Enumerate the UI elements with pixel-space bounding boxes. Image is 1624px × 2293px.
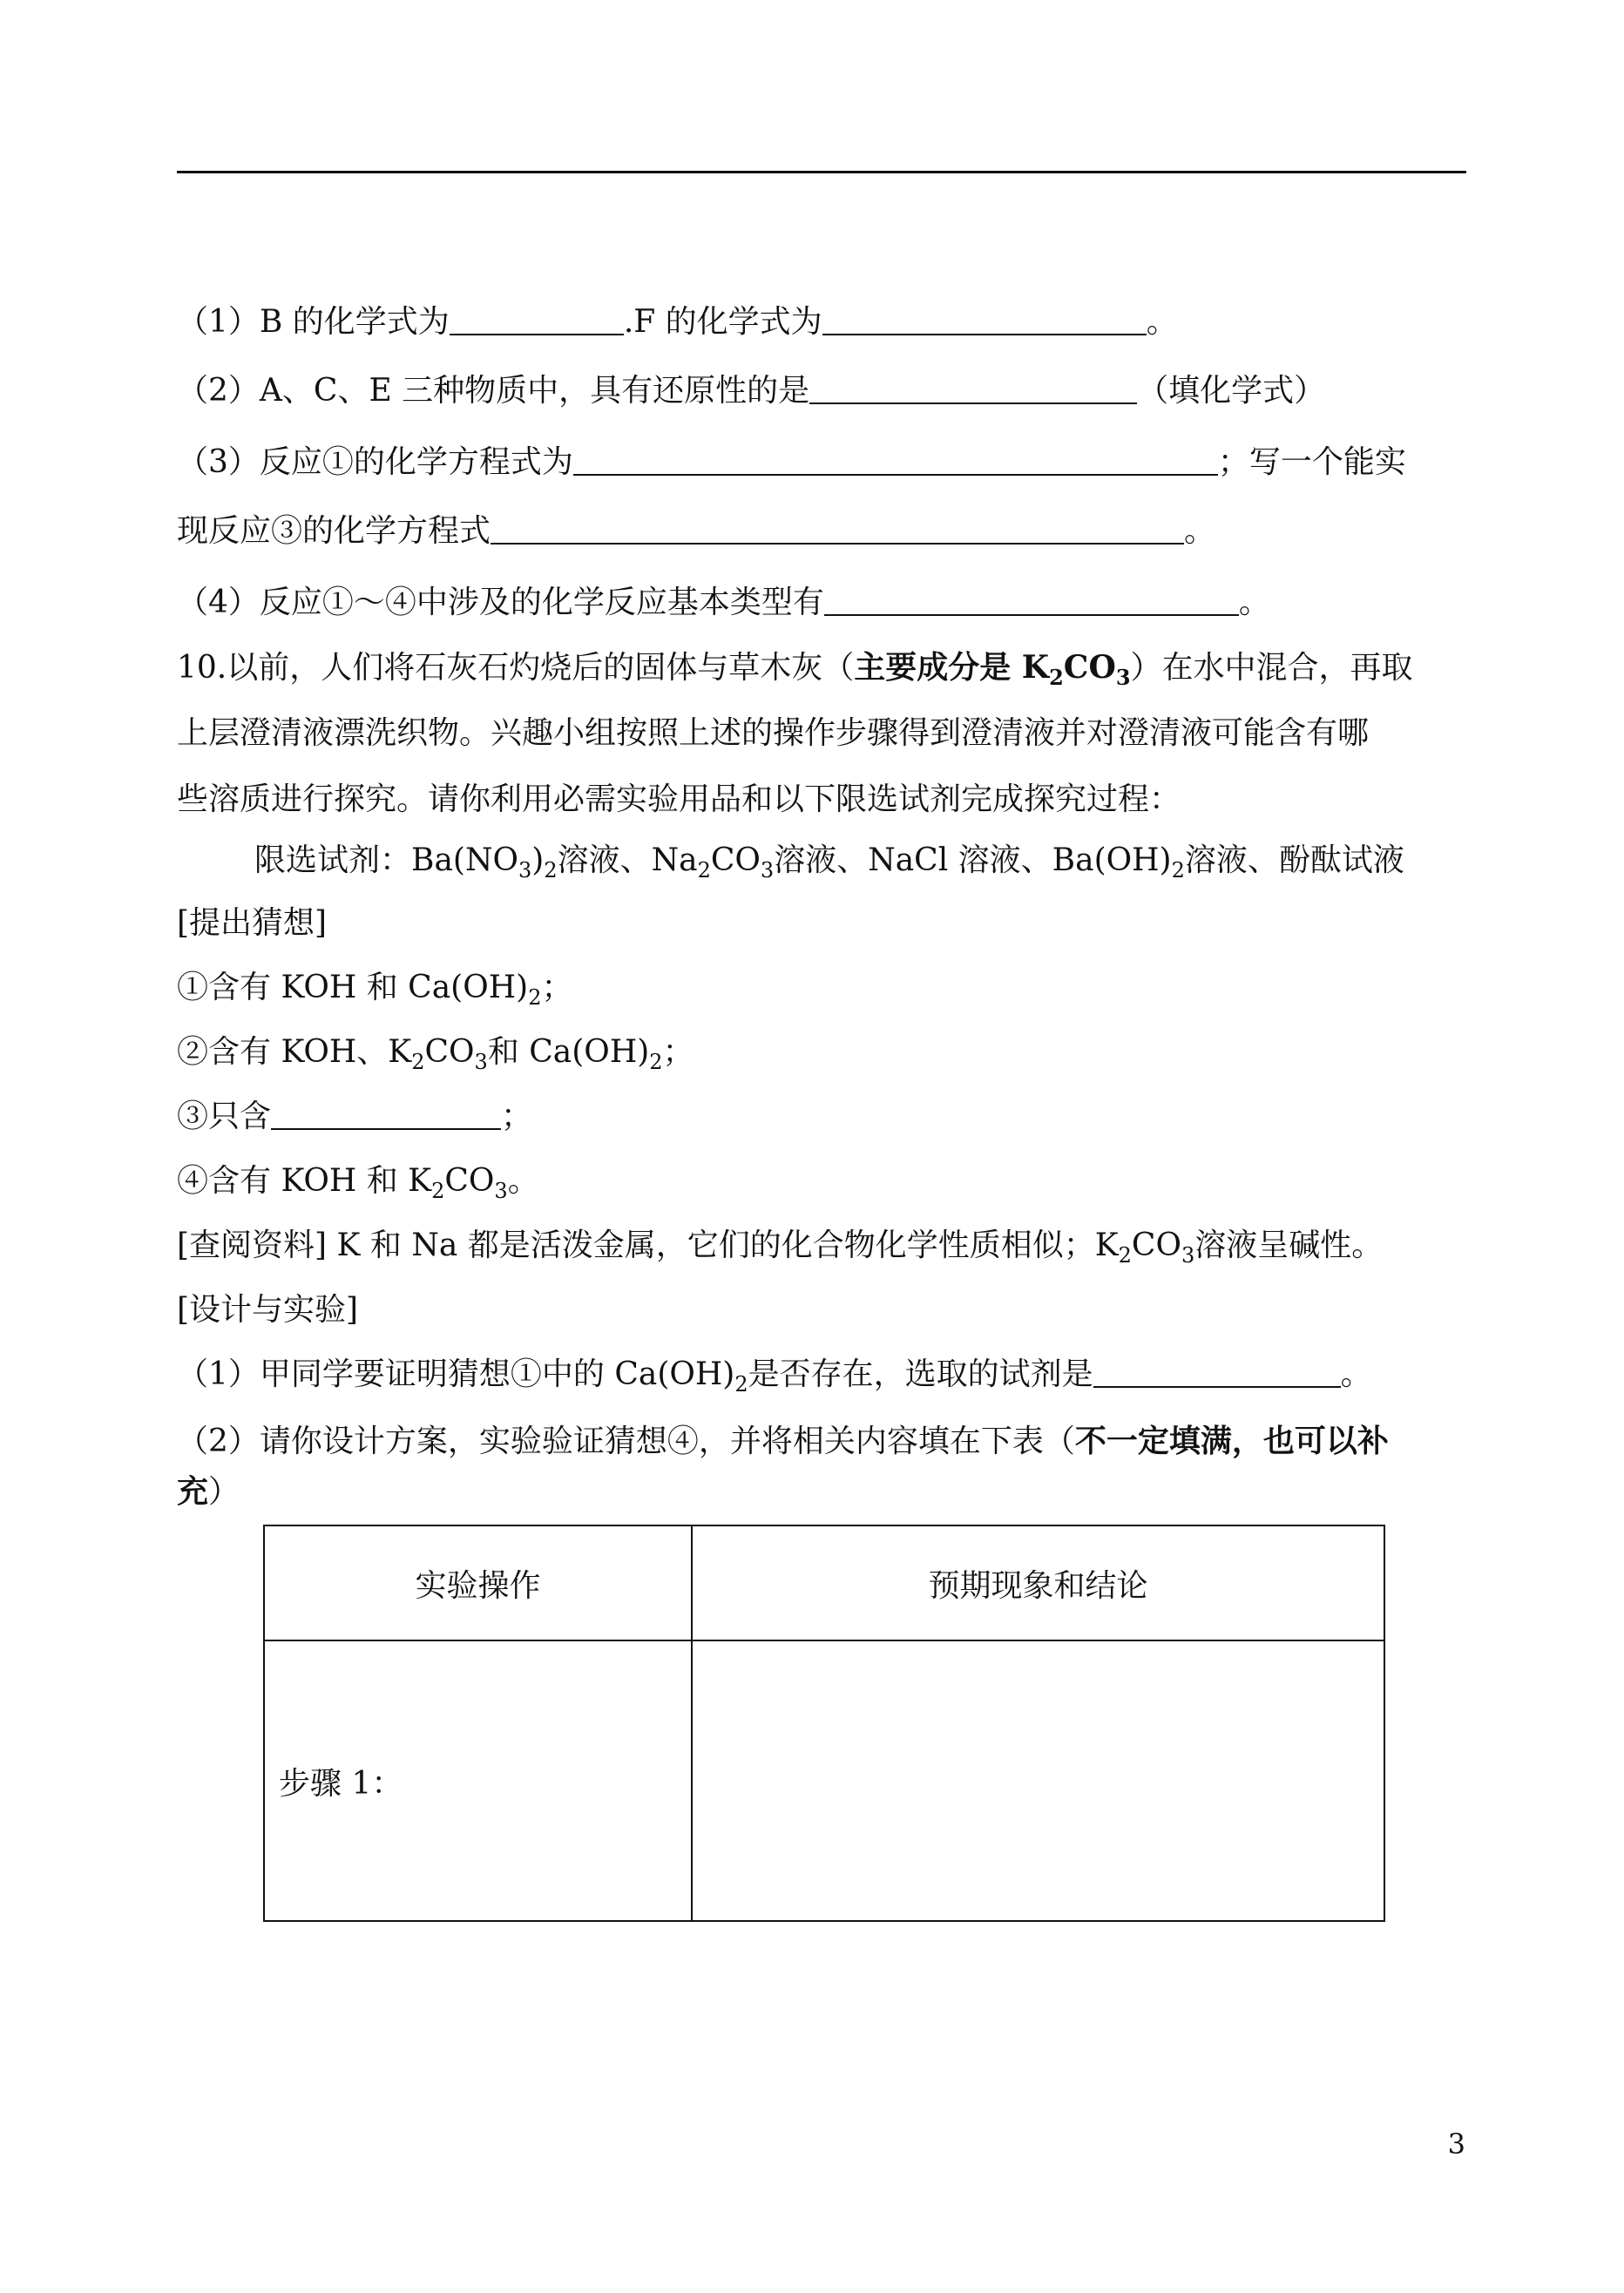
page-number: 3	[1447, 2127, 1465, 2161]
table-row	[264, 1640, 1384, 1921]
h2-s1: 2	[411, 1050, 425, 1074]
answer-blank-equation-3[interactable]	[491, 513, 1184, 545]
question-1	[177, 301, 1178, 343]
lookup-line	[177, 1225, 1383, 1267]
table-header-result: 预期现象和结论	[692, 1525, 1384, 1640]
question-3-line-2	[177, 511, 1215, 552]
h2-b: CO	[424, 1034, 475, 1070]
lookup-heading: [查阅资料]	[177, 1228, 328, 1263]
question-3-line-1	[177, 442, 1406, 484]
reagents-a: 限选试剂：Ba(NO	[254, 842, 518, 878]
reagents-s5: 2	[1171, 858, 1185, 883]
reagents-b: )	[531, 842, 545, 878]
table-cell-result[interactable]	[692, 1640, 1384, 1921]
d1-c: 。	[1340, 1356, 1372, 1392]
problem-10-line-2: 上层澄清液漂洗织物。兴趣小组按照上述的操作步骤得到澄清液并对澄清液可能含有哪	[177, 715, 1370, 751]
p10-sub-2: 3	[1115, 665, 1131, 690]
hypothesis-1	[177, 967, 572, 1009]
reagents-f: 溶液、酚酞试液	[1184, 842, 1404, 878]
p10-bold-a: 主要成分是 K	[854, 649, 1050, 686]
d2-bold: 不一定填满，也可以补	[1074, 1423, 1389, 1459]
q2-end: （填化学式）	[1137, 373, 1326, 409]
h2-a: ②含有 KOH、K	[177, 1034, 412, 1070]
h4-b: CO	[444, 1163, 495, 1199]
q4-prefix: （4）反应①～④中涉及的化学反应基本类型有	[177, 585, 824, 620]
q2-prefix: （2）A、C、E 三种物质中，具有还原性的是	[177, 373, 810, 409]
d1-b: 是否存在，选取的试剂是	[748, 1356, 1093, 1392]
answer-blank-hypothesis-3[interactable]	[271, 1099, 501, 1130]
table-cell-operation[interactable]: 步骤 1：	[264, 1640, 692, 1921]
answer-blank-reaction-types[interactable]	[824, 585, 1239, 616]
h3-a: ③只含	[177, 1099, 272, 1134]
p10-bold-b: CO	[1063, 649, 1116, 686]
answer-blank-b[interactable]	[450, 304, 624, 335]
h4-a: ④含有 KOH 和 K	[177, 1163, 432, 1199]
lookup-s2: 3	[1181, 1243, 1195, 1268]
question-2	[177, 370, 1325, 412]
d1-s: 2	[734, 1372, 748, 1397]
design-heading: [设计与实验]	[177, 1292, 359, 1328]
h1-a: ①含有 KOH 和 Ca(OH)	[177, 970, 529, 1005]
lookup-s1: 2	[1118, 1243, 1132, 1268]
reagents-c: 溶液、Na	[557, 842, 698, 878]
q3-line2-prefix: 现反应③的化学方程式	[177, 513, 491, 549]
reagents-s1: 3	[518, 858, 532, 883]
design-1	[177, 1354, 1372, 1396]
answer-blank-reducing[interactable]	[809, 373, 1137, 404]
reagents-s3: 2	[697, 858, 711, 883]
h2-s2: 3	[474, 1050, 488, 1074]
reagents-line	[254, 840, 1404, 882]
answer-blank-reagent[interactable]	[1093, 1356, 1341, 1388]
question-4	[177, 582, 1270, 624]
hypothesis-4	[177, 1160, 539, 1202]
lookup-a: K 和 Na 都是活泼金属，它们的化合物化学性质相似；K	[327, 1228, 1119, 1263]
q3-mid: ；写一个能实	[1217, 444, 1406, 480]
q1-end: 。	[1146, 304, 1178, 340]
p10-text-a: 10.以前，人们将石灰石灼烧后的固体与草木灰（	[177, 650, 855, 686]
h3-b: ；	[501, 1099, 533, 1134]
lookup-c: 溶液呈碱性。	[1194, 1228, 1384, 1263]
d1-a: （1）甲同学要证明猜想①中的 Ca(OH)	[177, 1356, 735, 1392]
reagents-d: CO	[710, 842, 761, 878]
h1-s: 2	[528, 985, 542, 1010]
design-2-line-1	[177, 1420, 1389, 1463]
problem-10-line-3: 些溶质进行探究。请你利用必需实验用品和以下限选试剂完成探究过程：	[177, 781, 1181, 817]
hypothesis-3	[177, 1096, 532, 1138]
h4-s2: 3	[494, 1179, 508, 1203]
q4-end: 。	[1238, 585, 1270, 620]
h1-b: ；	[541, 970, 573, 1005]
experiment-table	[263, 1525, 1385, 1922]
q3-prefix: （3）反应①的化学方程式为	[177, 444, 573, 480]
h4-s1: 2	[431, 1179, 445, 1203]
q1-mid: .F 的化学式为	[623, 304, 822, 340]
h2-c: 和 Ca(OH)	[487, 1034, 650, 1070]
h2-d: ；	[662, 1034, 694, 1070]
d2-a: （2）请你设计方案，实验验证猜想④，并将相关内容填在下表（	[177, 1424, 1075, 1459]
d2-line2-b: ）	[208, 1474, 240, 1510]
table-header-operation: 实验操作	[264, 1525, 692, 1640]
hypothesis-heading: [提出猜想]	[177, 905, 328, 941]
hypothesis-2	[177, 1032, 694, 1073]
design-2-line-2	[177, 1471, 240, 1513]
q1-prefix: （1）B 的化学式为	[177, 304, 450, 340]
header-rule	[177, 171, 1466, 173]
answer-blank-equation-1[interactable]	[573, 444, 1218, 476]
table-header-row	[264, 1525, 1384, 1640]
reagents-e: 溶液、NaCl 溶液、Ba(OH)	[774, 842, 1172, 878]
h4-c: 。	[507, 1163, 539, 1199]
answer-blank-f[interactable]	[822, 304, 1147, 335]
reagents-s2: 2	[544, 858, 558, 883]
p10-text-b: ）在水中混合，再取	[1130, 650, 1413, 686]
lookup-b: CO	[1131, 1228, 1181, 1263]
reagents-s4: 3	[760, 858, 775, 883]
p10-sub-1: 2	[1049, 665, 1064, 690]
q3-end: 。	[1184, 513, 1216, 549]
h2-s3: 2	[649, 1050, 663, 1074]
p10-bold	[854, 649, 1131, 690]
d2-line2-bold: 充	[177, 1473, 209, 1510]
problem-10-line-1	[177, 646, 1413, 689]
